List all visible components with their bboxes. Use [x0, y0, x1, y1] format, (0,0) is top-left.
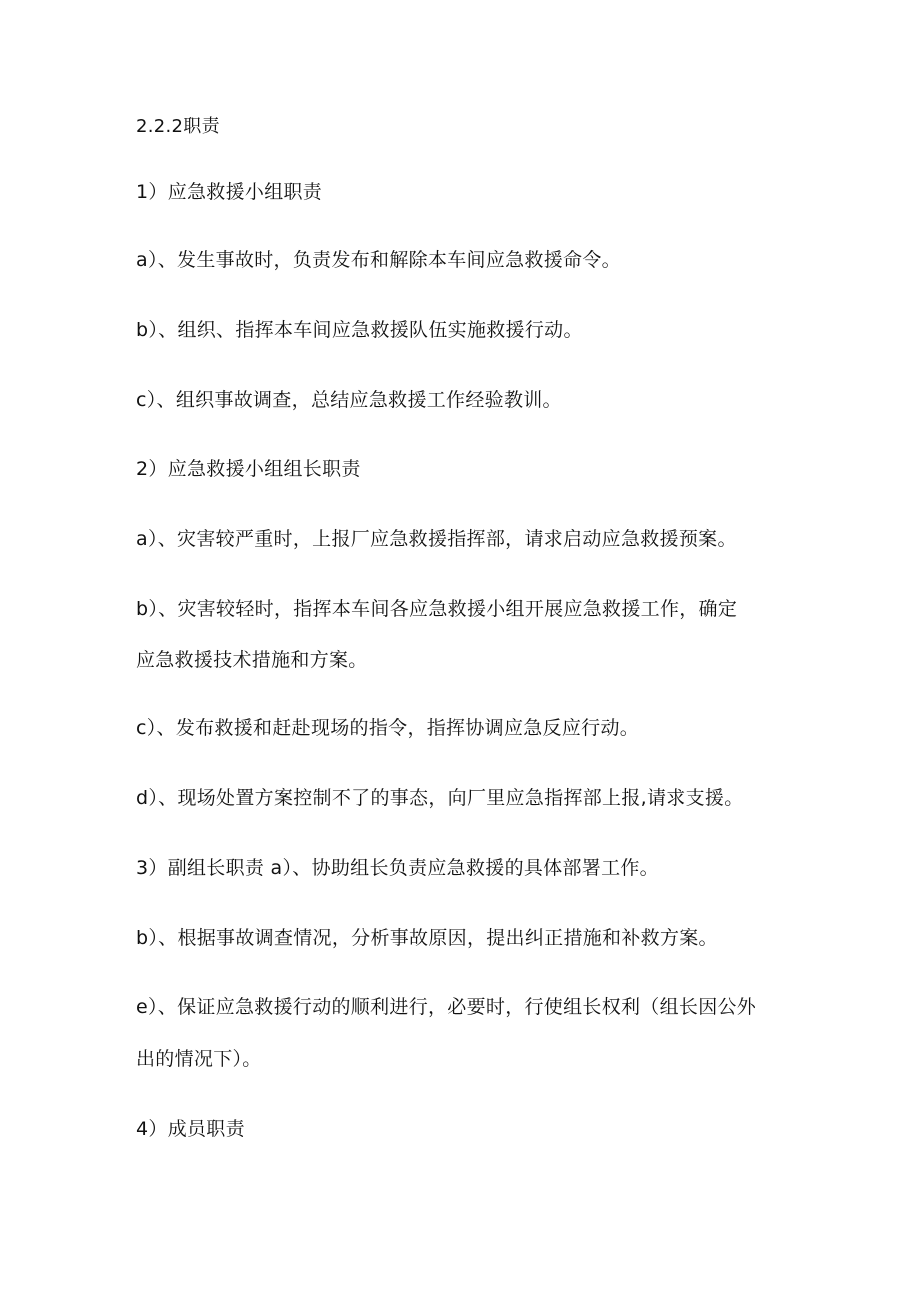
paragraph-line-continuation: 应急救援技术措施和方案。 — [136, 649, 368, 671]
subsection-title: 2）应急救援小组组长职责 — [136, 458, 361, 480]
paragraph-line: a）、发生事故时，负责发布和解除本车间应急救援命令。 — [136, 249, 621, 271]
paragraph-line: b）、组织、指挥本车间应急救援队伍实施救援行动。 — [136, 319, 583, 341]
paragraph-line-continuation: 出的情况下）。 — [136, 1048, 262, 1070]
paragraph-line: b）、根据事故调查情况，分析事故原因，提出纠正措施和补救方案。 — [136, 927, 718, 949]
paragraph-line: c）、发布救援和赶赴现场的指令，指挥协调应急反应行动。 — [136, 717, 640, 739]
section-heading: 2.2.2职责 — [136, 116, 220, 137]
subsection-title: 1）应急救援小组职责 — [136, 181, 323, 203]
subsection-title: 3）副组长职责 a）、协助组长负责应急救援的具体部署工作。 — [136, 857, 659, 879]
paragraph-line: e）、保证应急救援行动的顺利进行，必要时，行使组长权利（组长因公外 — [136, 996, 757, 1018]
paragraph-line: d）、现场处置方案控制不了的事态，向厂里应急指挥部上报,请求支援。 — [136, 787, 744, 809]
paragraph-line: a）、灾害较严重时，上报厂应急救援指挥部，请求启动应急救援预案。 — [136, 528, 737, 550]
paragraph-line: b）、灾害较轻时，指挥本车间各应急救援小组开展应急救援工作，确定 — [136, 598, 738, 620]
paragraph-line: c）、组织事故调查，总结应急救援工作经验教训。 — [136, 389, 562, 411]
subsection-title: 4）成员职责 — [136, 1118, 245, 1140]
